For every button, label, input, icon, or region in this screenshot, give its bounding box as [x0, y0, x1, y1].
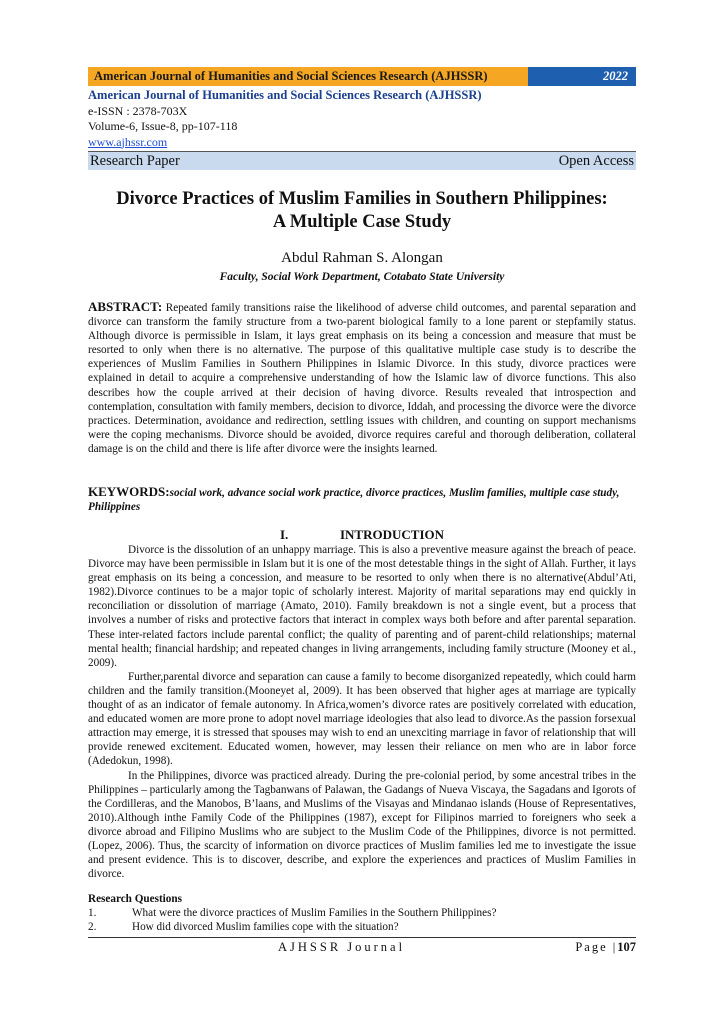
keywords-label: KEYWORDS:: [88, 484, 170, 499]
paragraph: Further,parental divorce and separation can cause a family to become disorganized repeatedly, which could harm children and the family transition.(Mooneyet al, 2009). It has been observed that higher ages at marriage are typically thought of as an indicator of female autonomy. In Africa,women’s divorce rates are positively correlated with education, and educated women are more prone to adopt novel marriage ideologies that also lead to divorce.As the passion forsexual attraction may emerge, it is stressed that spouses may wish to end an unexciting marriage in favor of relationship that will provide renewed excitement. Educated women, however, may lessen their reliance on men who are in labor force (Adedokun, 1998).: [88, 670, 636, 768]
title-line-2: A Multiple Case Study: [272, 212, 452, 232]
section-heading: [88, 527, 636, 543]
paper-type-band: [88, 152, 636, 170]
journal-header-band: [88, 67, 636, 86]
journal-name: American Journal of Humanities and Social Sciences Research (AJHSSR): [88, 88, 482, 102]
journal-meta: [88, 88, 636, 152]
introduction-body: [88, 543, 636, 881]
question-number: 1.: [88, 907, 97, 920]
keywords-text: social work, advance social work practice, divorce practices, Muslim families, multiple case study, Philippines: [88, 487, 620, 514]
journal-website-link[interactable]: www.ajhssr.com: [88, 134, 168, 149]
footer-journal: AJHSSR Journal: [278, 940, 406, 954]
paragraph: Divorce is the dissolution of an unhappy marriage. This is also a preventive measure against the breach of peace. Divorce may have been permissible in Islam but it is one of the most detestable things in the sight of Allah. Further, it lays great emphasis on its being a concession, and measure to be resorted to only when there is no alternative(Abdul’Ati, 1982).Divorce continues to be a major topic of scholarly interest. Majority of marital separations may end quickly in reconciliation or dissolution of marriage (Amato, 2010). Family breakdown is not a single event, but a process that involves a number of risks and protective factors that interact in complex ways both before and after parental separation. These inter-related factors include parental conflict; the quality of parenting and of parent-child relationships; maternal mental health; financial hardship; and repeated changes in living arrangements, including family structure (Mooney et al., 2009).: [88, 544, 636, 669]
question-number: 2.: [88, 921, 97, 934]
research-questions: [88, 892, 636, 934]
section-number: I.: [279, 527, 289, 542]
research-questions-heading: Research Questions: [88, 893, 182, 905]
title-line-1: Divorce Practices of Muslim Families in Southern Philippines:: [116, 189, 608, 209]
footer-page: [575, 940, 636, 955]
issn: e-ISSN : 2378-703X: [88, 103, 188, 118]
paragraph: In the Philippines, divorce was practiced already. During the pre-colonial period, by some ancestral tribes in the Philippines – particularly among the Tagbanwans of Palawan, the Gadangs of Nueva Viscaya, the Sagadans and Igorots of the Cordilleras, and the Manobos, B’laans, and Muslims of the Visayas and Mindanao islands (House of Representatives, 2010).Although inthe Family Code of the Philippines (1987), except for Filipinos married to foreigners who seek a divorce abroad and Filipino Muslims who are subject to the Muslim Code of the Philippines, divorce is not permitted. (Lopez, 2006). Thus, the scarcity of information on divorce practices of Muslim families led me to investigate the issue and present evidence. This is to discover, describe, and explore the experiences and practices of Muslim Families in divorce.: [88, 769, 636, 881]
abstract-text: Repeated family transitions raise the likelihood of adverse child outcomes, and parental separation and divorce can transform the family structure from a two-parent biological family to a lone parent or stepfamily status. Although divorce is permissible in Islam, it lays great emphasis on its being a concession and measure that must be resorted to only when there is no alternative. The purpose of this qualitative multiple case study is to describe the experiences of Muslim Families in Southern Philippines in Islamic Divorce. In this study, divorce practices were explained in detail to acquire a comprehensive understanding of how the Islamic law of divorce functions. This also describes how the couple arrived at their decision of having divorce. Results revealed that introspection and contemplation, consultation with family members, decision to divorce, Iddah, and processing the divorce were the divorce practices. Determination, avoidance and redirection, settling issues with children, and counting on support mechanisms were the coping mechanisms. Divorce should be avoided, divorce requires careful and thorough deliberation, collateral damage is on the child and there is life after divorce were the insights learned.: [88, 302, 637, 455]
abstract: [88, 300, 636, 456]
paper-title: [88, 188, 636, 234]
access-type: Open Access: [558, 152, 634, 169]
paper-type: Research Paper: [90, 152, 180, 169]
list-item: [88, 906, 636, 920]
author-name: Abdul Rahman S. Alongan: [281, 250, 443, 266]
keywords: [88, 485, 636, 514]
author-affiliation: Faculty, Social Work Department, Cotabato State University: [219, 271, 505, 283]
question-text: What were the divorce practices of Muslim Families in the Southern Philippines?: [132, 907, 497, 920]
page-number: 107: [617, 940, 636, 954]
journal-band-title: American Journal of Humanities and Social Sciences Research (AJHSSR): [94, 69, 488, 83]
page-label: Page |: [575, 940, 618, 954]
list-item: [88, 920, 636, 934]
volume-info: Volume-6, Issue-8, pp-107-118: [88, 119, 238, 133]
section-title: INTRODUCTION: [339, 527, 444, 542]
question-text: How did divorced Muslim families cope with the situation?: [132, 921, 399, 934]
abstract-label: ABSTRACT:: [88, 299, 163, 314]
journal-year: 2022: [528, 67, 636, 86]
page-footer: [88, 937, 636, 955]
